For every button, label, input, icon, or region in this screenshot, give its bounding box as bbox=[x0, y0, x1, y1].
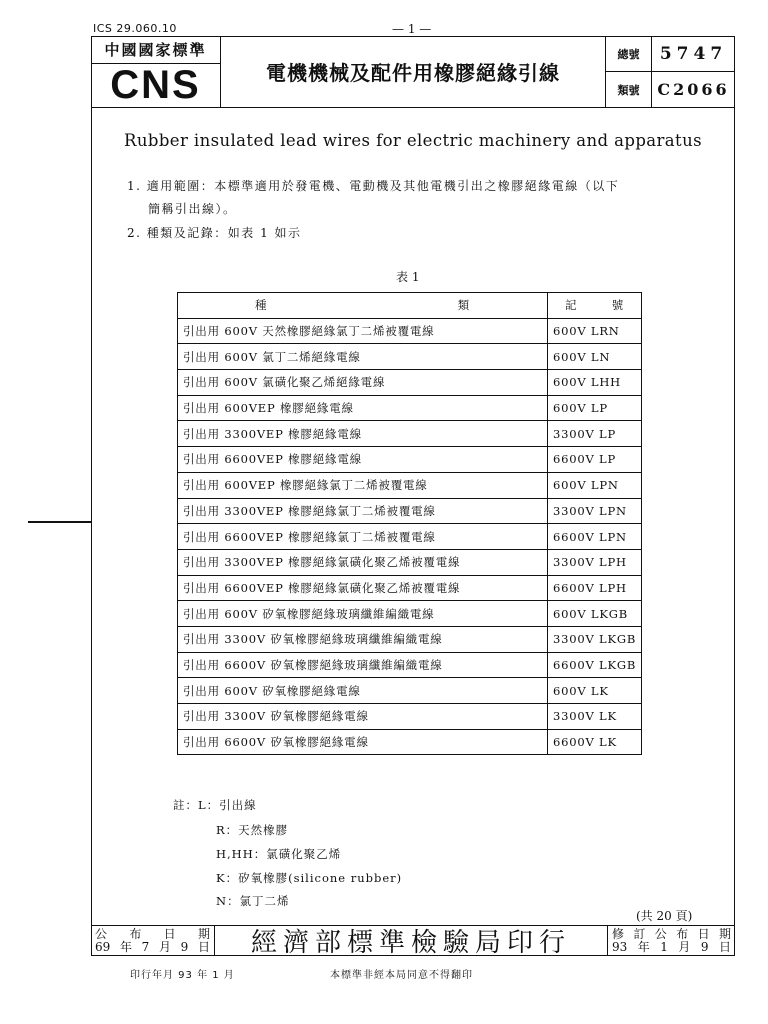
table-row bbox=[178, 318, 642, 344]
table-row bbox=[178, 498, 642, 524]
header-code-a: 記 bbox=[565, 298, 578, 313]
wire-code-cell: 6600V LPH bbox=[548, 575, 642, 601]
wire-kind-cell: 引出用 600V 矽氧橡膠絕緣電線 bbox=[178, 678, 548, 704]
table-row bbox=[178, 652, 642, 678]
class-number-label: 類號 bbox=[606, 72, 652, 107]
revised-date-box bbox=[607, 925, 735, 956]
revised-date: 93 年 1 月 9 日 bbox=[612, 940, 731, 954]
wire-code-cell: 3300V LPN bbox=[548, 498, 642, 524]
section-1-line-1: 1. 適用範圍：本標準適用於發電機、電動機及其他電機引出之橡膠絕緣電線（以下 bbox=[127, 179, 620, 193]
wire-code-cell: 3300V LK bbox=[548, 704, 642, 730]
wire-kind-cell: 引出用 600V 矽氧橡膠絕緣玻璃纖維編織電線 bbox=[178, 601, 548, 627]
table-row bbox=[178, 575, 642, 601]
wire-code-cell: 6600V LKGB bbox=[548, 652, 642, 678]
wire-kind-cell: 引出用 6600V 矽氧橡膠絕緣電線 bbox=[178, 729, 548, 755]
header-kind-a: 種 bbox=[255, 298, 268, 313]
table-row bbox=[178, 344, 642, 370]
wire-kind-cell: 引出用 600VEP 橡膠絕緣氯丁二烯被覆電線 bbox=[178, 472, 548, 498]
total-number: 5747 bbox=[652, 36, 735, 72]
note-line: H,HH：氯磺化聚乙烯 bbox=[216, 847, 342, 861]
wire-code-cell: 600V LRN bbox=[548, 318, 642, 344]
table-row bbox=[178, 447, 642, 473]
wire-kind-cell: 引出用 600VEP 橡膠絕緣電線 bbox=[178, 395, 548, 421]
wire-code-cell: 600V LKGB bbox=[548, 601, 642, 627]
wire-code-cell: 3300V LKGB bbox=[548, 626, 642, 652]
note-line: N：氯丁二烯 bbox=[216, 894, 290, 908]
wire-kind-cell: 引出用 3300V 矽氧橡膠絕緣電線 bbox=[178, 704, 548, 730]
wire-kind-cell: 引出用 3300VEP 橡膠絕緣氯磺化聚乙烯被覆電線 bbox=[178, 549, 548, 575]
note-line: R：天然橡膠 bbox=[216, 823, 289, 837]
wire-kind-cell: 引出用 600V 氯丁二烯絕緣電線 bbox=[178, 344, 548, 370]
table-row bbox=[178, 472, 642, 498]
table-row bbox=[178, 395, 642, 421]
section-1-line-2: 簡稱引出線）。 bbox=[148, 202, 237, 216]
wire-code-cell: 600V LP bbox=[548, 395, 642, 421]
wire-code-cell: 600V LHH bbox=[548, 370, 642, 396]
table-caption: 表 1 bbox=[396, 270, 420, 284]
header-kind bbox=[178, 293, 548, 319]
wire-code-cell: 600V LN bbox=[548, 344, 642, 370]
wire-kind-cell: 引出用 600V 氯磺化聚乙烯絕緣電線 bbox=[178, 370, 548, 396]
copyright-notice: 本標準非經本局同意不得翻印 bbox=[330, 970, 473, 981]
english-title: Rubber insulated lead wires for electric machinery and apparatus bbox=[124, 131, 702, 150]
wire-code-cell: 600V LK bbox=[548, 678, 642, 704]
wire-code-cell: 6600V LPN bbox=[548, 524, 642, 550]
table-row bbox=[178, 421, 642, 447]
wire-kind-cell: 引出用 3300V 矽氧橡膠絕緣玻璃纖維編織電線 bbox=[178, 626, 548, 652]
revised-label: 修 訂 公 布 日 期 bbox=[612, 927, 731, 941]
wire-code-cell: 6600V LP bbox=[548, 447, 642, 473]
wire-code-cell: 6600V LK bbox=[548, 729, 642, 755]
wire-types-table bbox=[177, 292, 642, 755]
wire-kind-cell: 引出用 3300VEP 橡膠絕緣電線 bbox=[178, 421, 548, 447]
total-number-label: 總號 bbox=[606, 36, 652, 72]
wire-kind-cell: 引出用 6600V 矽氧橡膠絕緣玻璃纖維編織電線 bbox=[178, 652, 548, 678]
standard-title: 電機機械及配件用橡膠絕緣引線 bbox=[221, 36, 606, 107]
class-number: C2066 bbox=[657, 80, 730, 99]
header-kind-b: 類 bbox=[457, 298, 470, 313]
table-row bbox=[178, 729, 642, 755]
table-row bbox=[178, 626, 642, 652]
wire-kind-cell: 引出用 3300VEP 橡膠絕緣氯丁二烯被覆電線 bbox=[178, 498, 548, 524]
table-row bbox=[178, 370, 642, 396]
wire-kind-cell: 引出用 6600VEP 橡膠絕緣氯磺化聚乙烯被覆電線 bbox=[178, 575, 548, 601]
header-divider bbox=[91, 107, 735, 108]
wire-code-cell: 600V LPN bbox=[548, 472, 642, 498]
wire-kind-cell: 引出用 6600VEP 橡膠絕緣氯丁二烯被覆電線 bbox=[178, 524, 548, 550]
wire-code-cell: 3300V LP bbox=[548, 421, 642, 447]
note-line: 註：L：引出線 bbox=[173, 798, 257, 812]
page-number: — 1 — bbox=[392, 22, 432, 36]
issuer: 經濟部標準檢驗局印行 bbox=[250, 928, 571, 958]
revision-marker-line bbox=[28, 521, 92, 523]
publish-date: 69 年 7 月 9 日 bbox=[95, 940, 210, 954]
total-pages: (共 20 頁) bbox=[636, 909, 693, 923]
table-row bbox=[178, 524, 642, 550]
cns-logo: CNS bbox=[91, 63, 221, 107]
note-line: K：矽氧橡膠(silicone rubber) bbox=[216, 871, 403, 885]
table-row bbox=[178, 678, 642, 704]
org-name: 中國國家標準 bbox=[91, 36, 221, 64]
table-row bbox=[178, 549, 642, 575]
table-row bbox=[178, 601, 642, 627]
wire-kind-cell: 引出用 600V 天然橡膠絕緣氯丁二烯被覆電線 bbox=[178, 318, 548, 344]
header-code bbox=[548, 293, 642, 319]
ics-code: ICS 29.060.10 bbox=[93, 22, 177, 35]
header-code-b: 號 bbox=[611, 298, 625, 313]
section-2: 2. 種類及記錄：如表 1 如示 bbox=[127, 226, 302, 240]
wire-code-cell: 3300V LPH bbox=[548, 549, 642, 575]
table-row bbox=[178, 704, 642, 730]
publish-label: 公 布 日 期 bbox=[95, 927, 210, 941]
table-header-row bbox=[178, 293, 642, 319]
publish-date-box bbox=[91, 925, 215, 956]
print-date: 印行年月 93 年 1 月 bbox=[130, 970, 235, 981]
wire-kind-cell: 引出用 6600VEP 橡膠絕緣電線 bbox=[178, 447, 548, 473]
